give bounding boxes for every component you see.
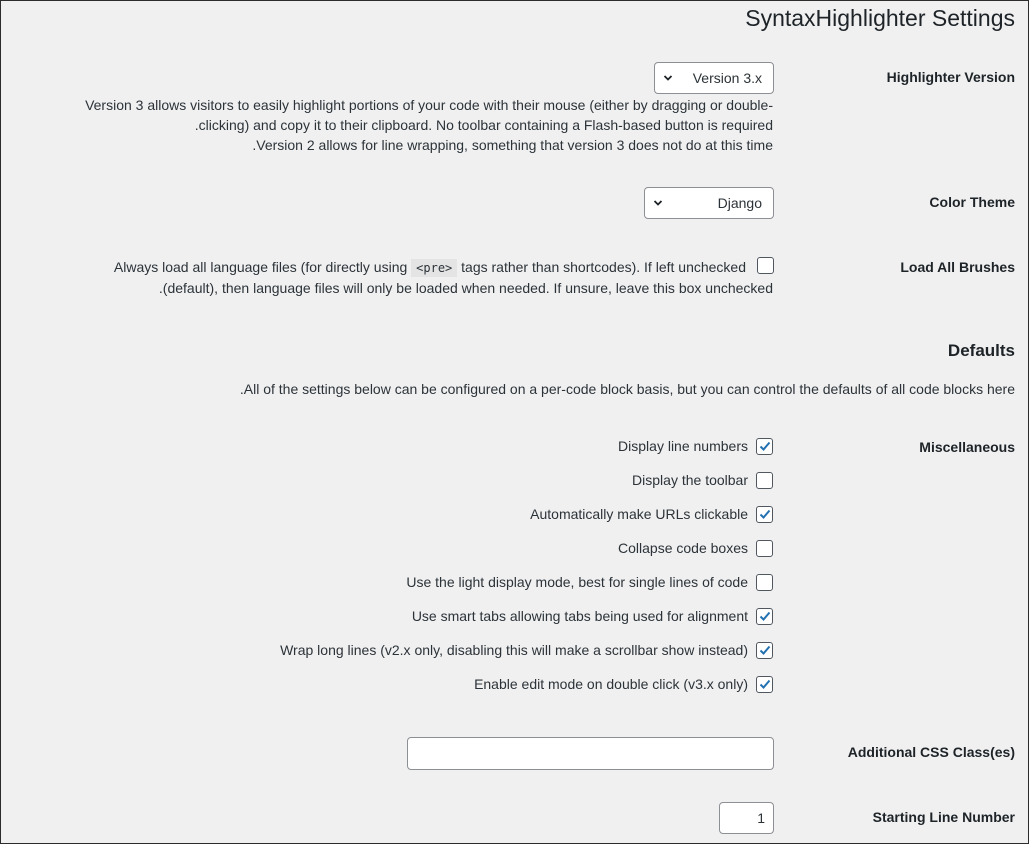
clickable-urls-checkbox[interactable] [756,506,773,523]
display-toolbar-checkbox[interactable] [756,472,773,489]
load-all-brushes-checkbox[interactable] [757,257,774,274]
option-edit-mode-double-click [474,674,773,694]
collapse-code-boxes-checkbox[interactable] [756,540,773,557]
checkmark-icon [758,609,772,623]
load-all-brushes-description-line2: .(default), then language files will only be loaded when needed. If unsure, leave this box unchecked [158,280,773,296]
load-all-brushes-description-line1 [114,257,746,278]
checkmark-icon [758,507,772,521]
highlighter-version-description [0,95,773,155]
css-class-input[interactable] [407,737,774,770]
description-text: Always load all language files (for directly using [113,259,408,275]
highlighter-version-value: Version 3.x [692,70,762,86]
description-text: tags rather than shortcodes). If left unchecked [461,259,746,275]
load-all-brushes-label: Load All Brushes [900,259,1015,275]
option-clickable-urls [530,504,773,524]
checkmark-icon [758,643,772,657]
option-display-line-numbers [618,436,773,456]
pre-code-tag: <pre> [411,259,457,277]
option-label: Display line numbers [618,438,748,454]
starting-line-value: 1 [757,810,765,826]
defaults-description: .All of the settings below can be configured on a per-code block basis, but you can control the defaults of all code blocks here [239,381,1015,397]
description-line: .Version 2 allows for line wrapping, something that version 3 does not do at this time [252,137,773,153]
color-theme-label: Color Theme [929,194,1015,210]
defaults-heading: Defaults [947,341,1015,360]
checkmark-icon [758,677,772,691]
highlighter-version-select[interactable] [654,62,774,94]
smart-tabs-checkbox[interactable] [756,608,773,625]
option-label: Wrap long lines (v2.x only, disabling this will make a scrollbar show instead) [280,642,748,658]
starting-line-label: Starting Line Number [872,809,1015,825]
option-label: Automatically make URLs clickable [530,506,748,522]
page-title: SyntaxHighlighter Settings [745,5,1015,31]
option-collapse-code-boxes [618,538,773,558]
description-line: .clicking) and copy it to their clipboard. No toolbar containing a Flash-based button is required [194,117,773,133]
option-label: Use the light display mode, best for single lines of code [406,574,748,590]
chevron-down-icon [663,73,673,83]
starting-line-input[interactable] [719,802,774,834]
option-light-display-mode [406,572,773,592]
option-smart-tabs [412,606,773,626]
option-label: Use smart tabs allowing tabs being used for alignment [411,608,748,624]
checkmark-icon [758,439,772,453]
description-line: Version 3 allows visitors to easily highlight portions of your code with their mouse (either by dragging or double- [85,97,773,113]
option-label: Collapse code boxes [618,540,748,556]
wrap-long-lines-checkbox[interactable] [756,642,773,659]
chevron-down-icon [653,198,663,208]
display-line-numbers-checkbox[interactable] [756,438,773,455]
option-display-toolbar [632,470,773,490]
miscellaneous-label: Miscellaneous [919,439,1015,455]
edit-mode-double-click-checkbox[interactable] [756,676,773,693]
option-label: Display the toolbar [632,472,748,488]
color-theme-value: Django [717,195,762,211]
css-class-label: Additional CSS Class(es) [847,744,1015,760]
option-wrap-long-lines [280,640,773,660]
light-display-mode-checkbox[interactable] [756,574,773,591]
option-label: Enable edit mode on double click (v3.x only) [474,676,748,692]
highlighter-version-label: Highlighter Version [886,69,1015,85]
color-theme-select[interactable] [644,187,774,219]
